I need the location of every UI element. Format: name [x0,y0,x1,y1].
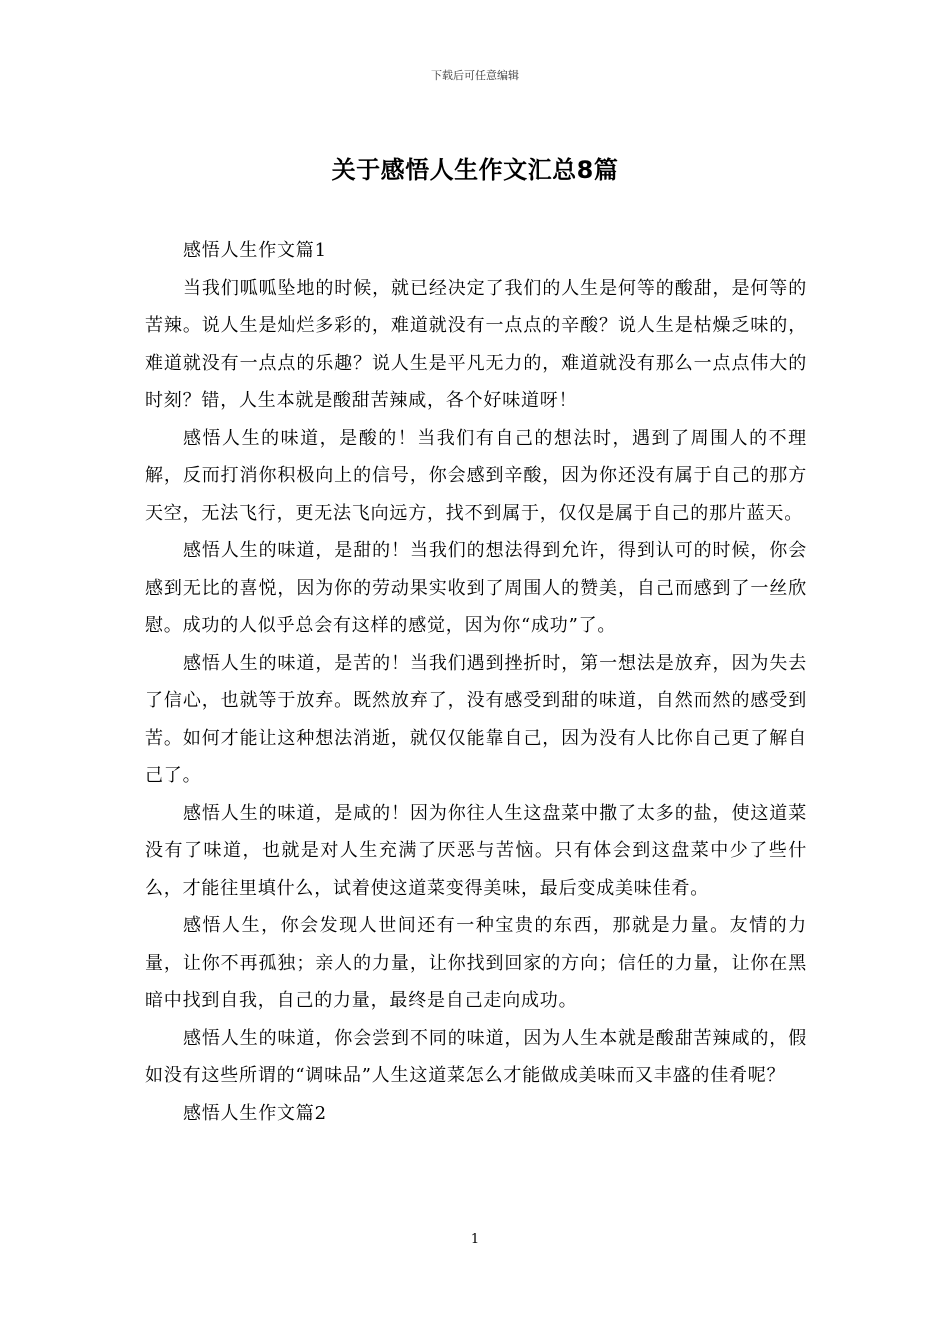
page-number: 1 [470,1232,480,1247]
paragraph: 感悟人生的味道，你会尝到不同的味道，因为人生本就是酸甜苦辣咸的，假如没有这些所谓的“调味品”人生这道菜怎么才能做成美味而又丰盛的佳肴呢？ [145,1027,807,1086]
paragraph: 感悟人生的味道，是酸的！当我们有自己的想法时，遇到了周围人的不理解，反而打消你积极向上的信号，你会感到辛酸，因为你还没有属于自己的那方天空，无法飞行，更无法飞向远方，找不到属于，仅仅是属于自己的那片蓝天。 [145,427,807,524]
section-heading: 感悟人生作文篇1 [183,240,327,261]
paragraph: 感悟人生的味道，是咸的！因为你往人生这盘菜中撒了太多的盐，使这道菜没有了味道，也就是对人生充满了厌恶与苦恼。只有体会到这盘菜中少了些什么，才能往里填什么，试着使这道菜变得美味，最后变成美味佳肴。 [145,802,807,899]
paragraph: 感悟人生，你会发现人世间还有一种宝贵的东西，那就是力量。友情的力量，让你不再孤独；亲人的力量，让你找到回家的方向；信任的力量，让你在黑暗中找到自我，自己的力量，最终是自己走向成功。 [145,915,807,1011]
header-note: 下载后可任意编辑 [431,69,519,82]
document-title: 关于感悟人生作文汇总8篇 [331,156,619,184]
paragraph: 当我们呱呱坠地的时候，就已经决定了我们的人生是何等的酸甜，是何等的苦辣。说人生是灿烂多彩的，难道就没有一点点的辛酸？说人生是枯燥乏味的，难道就没有一点点的乐趣？说人生是平凡无力的，难道就没有那么一点点伟大的时刻？错，人生本就是酸甜苦辣咸，各个好味道呀！ [145,277,807,411]
paragraph: 感悟人生的味道，是甜的！当我们的想法得到允许，得到认可的时候，你会感到无比的喜悦，因为你的劳动果实收到了周围人的赞美，自己而感到了一丝欣慰。成功的人似乎总会有这样的感觉，因为你“成功”了。 [145,540,807,636]
document-body [145,232,807,1132]
paragraph: 感悟人生的味道，是苦的！当我们遇到挫折时，第一想法是放弃，因为失去了信心，也就等于放弃。既然放弃了，没有感受到甜的味道，自然而然的感受到苦。如何才能让这种想法消逝，就仅仅能靠自己，因为没有人比你自己更了解自己了。 [145,652,807,786]
section-heading: 感悟人生作文篇2 [183,1102,327,1124]
